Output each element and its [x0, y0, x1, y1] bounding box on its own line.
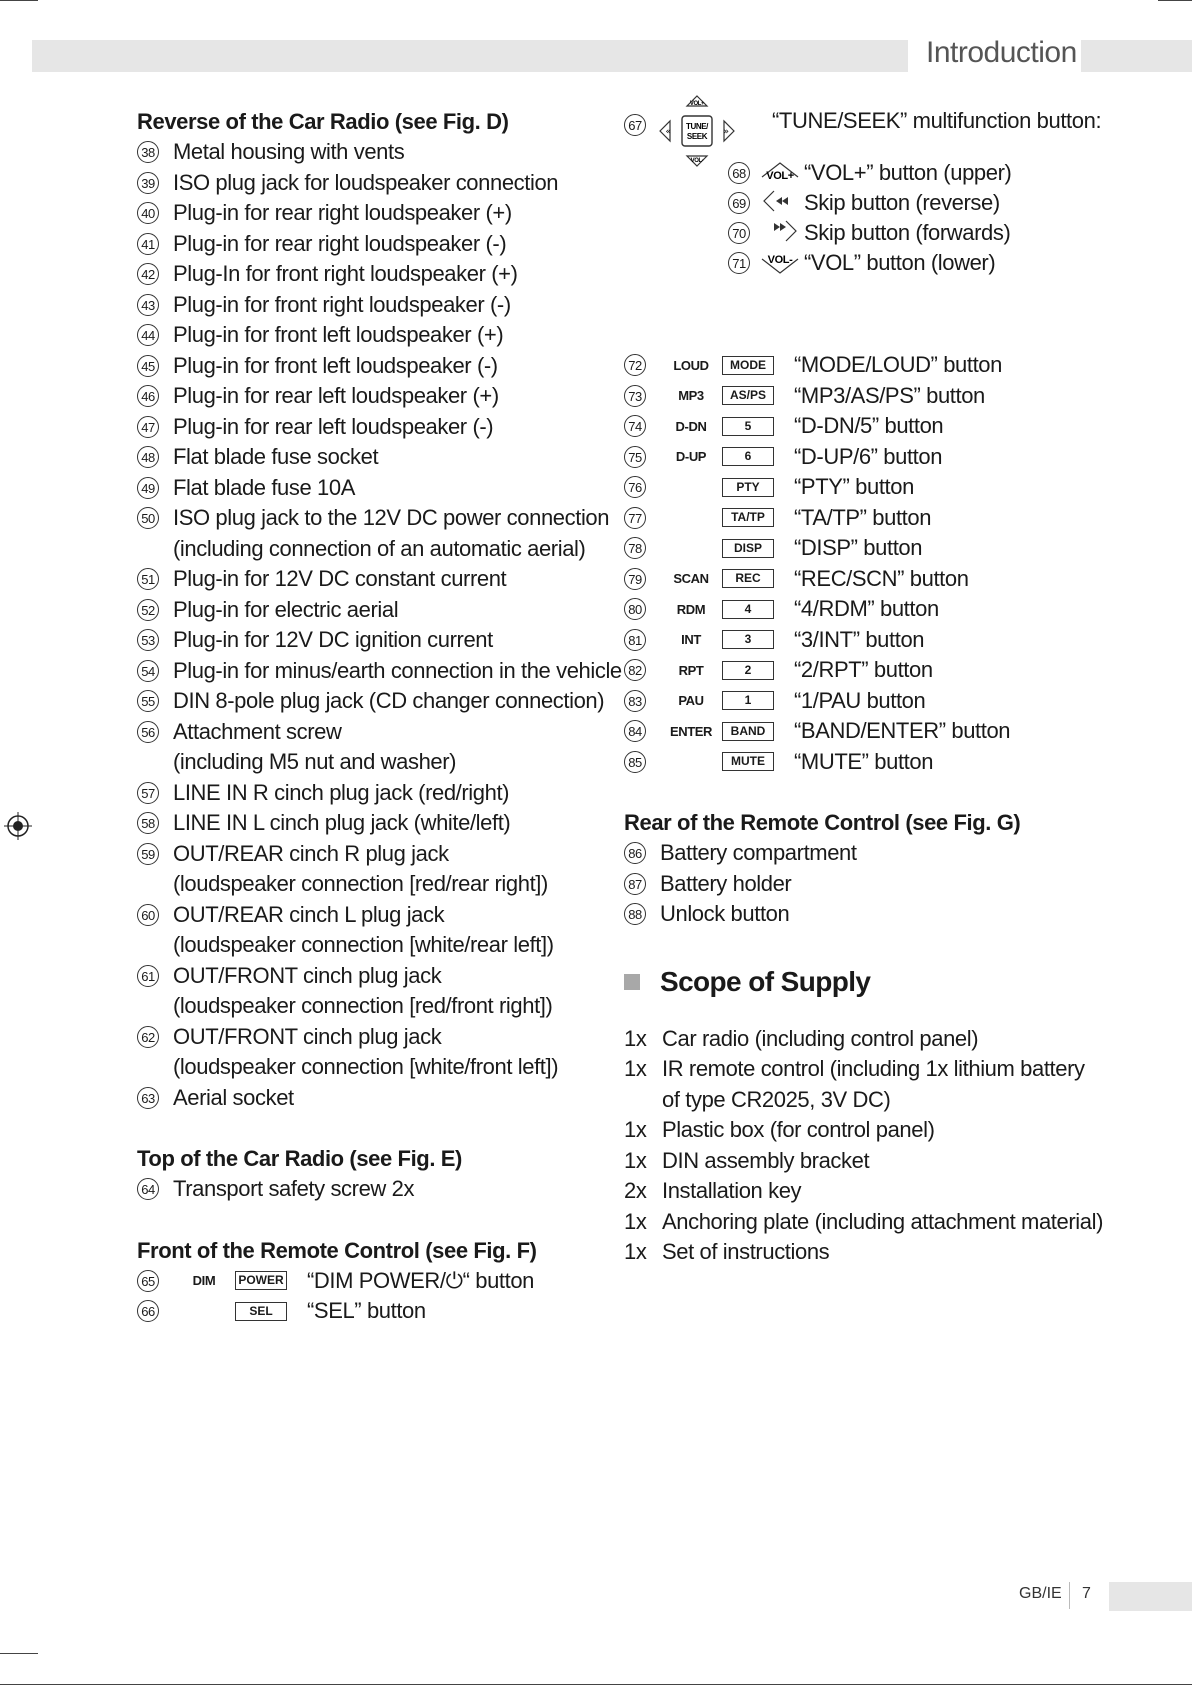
- button-secondary-label: MP3: [678, 388, 704, 404]
- button-key-icon: AS/PS: [722, 386, 774, 405]
- item-number: 66: [137, 1300, 159, 1322]
- item-number: 41: [137, 233, 159, 255]
- button-description: “3/INT” button: [794, 626, 925, 652]
- button-secondary-label: RDM: [676, 601, 706, 617]
- vol-up-icon: [760, 159, 800, 187]
- item-text-block: [173, 198, 512, 229]
- tune-seek-block: [624, 101, 1124, 296]
- item-number: 65: [137, 1270, 159, 1292]
- item-text-block: [173, 961, 552, 1022]
- remote-button-row: [624, 625, 1124, 656]
- item-text: LINE IN R cinch plug jack (red/right): [173, 779, 510, 805]
- list-item: [137, 686, 607, 717]
- item-text-block: [173, 503, 609, 564]
- supply-item: [624, 1237, 1124, 1268]
- remote-button-row: [624, 686, 1124, 717]
- item-text: OUT/FRONT cinch plug jack: [173, 962, 442, 988]
- scope-heading: [624, 962, 1124, 1002]
- remote-button-row: [137, 1266, 607, 1297]
- remote-button-row: [624, 472, 1124, 503]
- button-description: “2/RPT” button: [794, 657, 933, 683]
- item-text-block: [660, 869, 791, 900]
- button-key-icon: 5: [722, 417, 774, 436]
- list-item: [137, 961, 607, 1022]
- button-key-icon: 6: [722, 447, 774, 466]
- remote-button-row: [624, 503, 1124, 534]
- item-number: 78: [624, 537, 646, 559]
- button-description: “SEL” button: [307, 1298, 426, 1324]
- remote-button-row: [624, 411, 1124, 442]
- item-text-block: [173, 1174, 414, 1205]
- button-description: “MUTE” button: [794, 748, 934, 774]
- list-item: [137, 412, 607, 443]
- item-text: OUT/REAR cinch R plug jack: [173, 840, 449, 866]
- list-item: [137, 290, 607, 321]
- skip-forward-icon: [760, 219, 800, 247]
- svg-text:»: »: [723, 127, 729, 137]
- vol-down-label: VOL-: [690, 158, 704, 164]
- item-text: Battery holder: [660, 870, 792, 896]
- footer-box: [1109, 1582, 1192, 1611]
- right-column: [624, 101, 1124, 1268]
- item-number: 74: [624, 415, 646, 437]
- item-number: 86: [624, 842, 646, 864]
- item-number: 45: [137, 355, 159, 377]
- item-text: Metal housing with vents: [173, 139, 405, 164]
- item-number: 69: [728, 192, 750, 214]
- item-text-continued: (loudspeaker connection [white/rear left]): [173, 932, 554, 957]
- left-column: [137, 106, 622, 1327]
- item-number: 51: [137, 568, 159, 590]
- item-text-block: [173, 320, 503, 351]
- remote-button-row: [624, 442, 1124, 473]
- item-text: Plug-in for front left loudspeaker (+): [173, 322, 504, 347]
- supply-text-block: [662, 1237, 829, 1268]
- item-text-continued: (loudspeaker connection [red/rear right]): [173, 871, 548, 896]
- button-description: “1/PAU button: [794, 687, 926, 713]
- item-number: 80: [624, 598, 646, 620]
- list-item: [137, 778, 607, 809]
- button-key-icon: REC: [722, 569, 774, 588]
- item-text-block: [173, 168, 558, 199]
- svg-text:TUNE/: TUNE/: [685, 122, 709, 131]
- item-number: 71: [728, 252, 750, 274]
- item-text: OUT/FRONT cinch plug jack: [173, 1023, 442, 1049]
- item-text: Plug-in for front left loudspeaker (-): [173, 352, 498, 378]
- svg-text:VOL+: VOL+: [766, 170, 794, 182]
- tune-sub-text: Skip button (forwards): [804, 220, 1011, 245]
- supply-text-block: [662, 1176, 801, 1207]
- remote-button-row: [624, 716, 1124, 747]
- item-number: 88: [624, 903, 646, 925]
- footer-separator: [1069, 1582, 1070, 1609]
- front-remote-list: [137, 1266, 607, 1327]
- item-number: 46: [137, 385, 159, 407]
- supply-item: [624, 1207, 1124, 1238]
- item-number: 87: [624, 873, 646, 895]
- supply-text: Plastic box (for control panel): [662, 1117, 935, 1142]
- button-secondary-label: D-UP: [675, 449, 707, 465]
- supply-quantity: 1x: [624, 1025, 647, 1051]
- item-number: 57: [137, 782, 159, 804]
- svg-text:VOL-: VOL-: [767, 254, 793, 266]
- item-number: 75: [624, 446, 646, 468]
- list-item: [137, 900, 607, 961]
- supply-item: [624, 1176, 1124, 1207]
- item-number: 38: [137, 141, 159, 163]
- item-number: 56: [137, 721, 159, 743]
- vol-down-icon: [760, 249, 800, 277]
- item-number: 58: [137, 812, 159, 834]
- item-number: 79: [624, 568, 646, 590]
- skip-reverse-icon: [760, 189, 800, 217]
- button-key-icon: BAND: [722, 722, 774, 741]
- supply-text-continued: of type CR2025, 3V DC): [662, 1086, 891, 1112]
- list-item: [137, 839, 607, 900]
- item-number: 60: [137, 904, 159, 926]
- item-text: ISO plug jack to the 12V DC power connection: [173, 505, 610, 530]
- button-secondary-label: RPT: [678, 662, 704, 678]
- button-key-icon: 1: [722, 691, 774, 710]
- list-item: [137, 229, 607, 260]
- item-text: Battery compartment: [660, 840, 857, 865]
- item-number: 49: [137, 477, 159, 499]
- supply-quantity: 1x: [624, 1208, 647, 1234]
- item-number: 59: [137, 843, 159, 865]
- item-text-block: [173, 229, 506, 260]
- item-number: 85: [624, 751, 646, 773]
- list-item: [137, 351, 607, 382]
- item-text: LINE IN L cinch plug jack (white/left): [173, 810, 511, 835]
- item-text-continued: (loudspeaker connection [white/front left]): [173, 1054, 559, 1079]
- item-text: Flat blade fuse socket: [173, 444, 379, 469]
- list-item: [137, 717, 607, 778]
- button-description: “REC/SCN” button: [794, 565, 969, 591]
- button-description: “DISP” button: [794, 535, 923, 561]
- list-item: [137, 473, 607, 504]
- item-text-block: [173, 625, 493, 656]
- item-text-block: [173, 442, 378, 473]
- item-number: 76: [624, 476, 646, 498]
- list-item: [624, 869, 1124, 900]
- item-text-block: [173, 137, 404, 168]
- list-item: [137, 1174, 607, 1205]
- item-number: 43: [137, 294, 159, 316]
- item-text-block: [173, 290, 511, 321]
- tune-sub-item: [728, 248, 995, 278]
- item-number: 63: [137, 1087, 159, 1109]
- button-key-icon: 4: [722, 600, 774, 619]
- item-text-block: [173, 564, 506, 595]
- crop-mark: [0, 1653, 38, 1654]
- supply-quantity: 1x: [624, 1147, 647, 1173]
- supply-text: Car radio (including control panel): [662, 1025, 979, 1051]
- tune-sub-item: [728, 188, 1000, 218]
- svg-text:SEEK: SEEK: [686, 132, 708, 141]
- button-secondary-label: INT: [681, 632, 701, 648]
- supply-text: Set of instructions: [662, 1239, 830, 1264]
- button-key-icon: SEL: [235, 1302, 287, 1321]
- list-item: [137, 381, 607, 412]
- item-number: 54: [137, 660, 159, 682]
- item-text-block: [173, 259, 518, 290]
- item-number: 55: [137, 690, 159, 712]
- list-item: [137, 1022, 607, 1083]
- tune-sub-text: “VOL” button (lower): [804, 250, 996, 275]
- item-text: Plug-in for rear left loudspeaker (+): [173, 383, 499, 408]
- remote-button-row: [624, 564, 1124, 595]
- supply-text: DIN assembly bracket: [662, 1147, 870, 1173]
- crop-mark: [0, 0, 38, 1]
- item-text-block: [660, 838, 857, 869]
- item-text: Plug-In for front right loudspeaker (+): [173, 261, 518, 286]
- list-item: [137, 656, 622, 687]
- button-key-icon: 3: [722, 630, 774, 649]
- supply-item: [624, 1054, 1124, 1115]
- supply-quantity: 1x: [624, 1056, 647, 1081]
- page-number: 7: [1082, 1585, 1091, 1602]
- button-secondary-label: SCAN: [673, 571, 709, 587]
- button-secondary-label: D-DN: [675, 418, 707, 434]
- supply-text-block: [662, 1207, 1103, 1238]
- item-text-block: [173, 778, 509, 809]
- square-bullet-icon: [624, 974, 640, 990]
- item-number: 82: [624, 659, 646, 681]
- item-text-block: [173, 839, 548, 900]
- section-heading-top: Top of the Car Radio (see Fig. E): [137, 1146, 462, 1171]
- item-number: 77: [624, 507, 646, 529]
- list-item: [137, 320, 607, 351]
- button-description: “D-DN/5” button: [794, 413, 944, 439]
- remote-button-row: [624, 381, 1124, 412]
- tune-seek-diagram-icon: [656, 94, 738, 176]
- list-item: [137, 564, 607, 595]
- item-number: 67: [624, 114, 646, 136]
- list-item: [137, 259, 607, 290]
- item-text-block: [173, 1022, 558, 1083]
- tune-sub-text: “VOL+” button (upper): [804, 160, 1012, 185]
- button-description: “4/RDM” button: [794, 596, 939, 622]
- scope-title: Scope of Supply: [660, 965, 871, 997]
- top-list: [137, 1174, 607, 1205]
- button-secondary-label: LOUD: [673, 357, 709, 373]
- tune-sub-item: [728, 218, 1010, 248]
- button-key-icon: 2: [722, 661, 774, 680]
- button-description: “D-UP/6” button: [794, 443, 943, 469]
- crop-mark: [1158, 0, 1192, 1]
- reverse-list: [137, 137, 622, 1113]
- supply-item: [624, 1146, 1124, 1177]
- button-description: “PTY” button: [794, 474, 914, 500]
- list-item: [137, 595, 607, 626]
- button-description: “TA/TP” button: [794, 504, 932, 530]
- remote-button-list: [624, 350, 1124, 777]
- item-text: Plug-in for rear right loudspeaker (+): [173, 200, 512, 225]
- supply-text-block: [662, 1115, 935, 1146]
- item-text: Plug-in for 12V DC constant current: [173, 566, 507, 591]
- item-text-block: [173, 808, 510, 839]
- item-number: 48: [137, 446, 159, 468]
- item-number: 81: [624, 629, 646, 651]
- item-number: 44: [137, 324, 159, 346]
- supply-text: Installation key: [662, 1178, 802, 1203]
- page-title: Introduction: [926, 36, 1077, 69]
- item-number: 61: [137, 965, 159, 987]
- item-number: 53: [137, 629, 159, 651]
- item-text-block: [173, 686, 604, 717]
- item-text: Plug-in for front right loudspeaker (-): [173, 291, 511, 317]
- item-number: 47: [137, 416, 159, 438]
- tune-seek-description: “TUNE/SEEK” multifunction button:: [772, 108, 1102, 133]
- button-key-icon: DISP: [722, 539, 774, 558]
- remote-button-row: [624, 747, 1124, 778]
- footer-region: GB/IE: [1019, 1585, 1062, 1602]
- item-number: 72: [624, 354, 646, 376]
- supply-item: [624, 1024, 1124, 1055]
- item-number: 62: [137, 1026, 159, 1048]
- button-key-icon: PTY: [722, 478, 774, 497]
- button-description: “MP3/AS/PS” button: [794, 382, 985, 408]
- list-item: [137, 808, 607, 839]
- item-number: 68: [728, 162, 750, 184]
- item-text-block: [173, 595, 398, 626]
- item-number: 64: [137, 1178, 159, 1200]
- list-item: [137, 137, 607, 168]
- item-text: Plug-in for 12V DC ignition current: [173, 627, 493, 652]
- supply-list: [624, 1024, 1124, 1268]
- list-item: [137, 168, 607, 199]
- item-text: Aerial socket: [173, 1084, 294, 1110]
- button-key-icon: MUTE: [722, 752, 774, 771]
- item-text: Plug-in for rear right loudspeaker (-): [173, 230, 507, 256]
- remote-button-row: [624, 594, 1124, 625]
- button-key-icon: POWER: [235, 1271, 287, 1290]
- item-number: 50: [137, 507, 159, 529]
- item-number: 42: [137, 263, 159, 285]
- section-heading-reverse: Reverse of the Car Radio (see Fig. D): [137, 109, 509, 134]
- supply-quantity: 1x: [624, 1239, 647, 1264]
- list-item: [624, 899, 1124, 930]
- item-text: ISO plug jack for loudspeaker connection: [173, 169, 559, 195]
- rear-remote-list: [624, 838, 1124, 930]
- item-number: 39: [137, 172, 159, 194]
- list-item: [624, 838, 1124, 869]
- item-text-block: [173, 900, 554, 961]
- item-text-continued: (including connection of an automatic aerial): [173, 535, 586, 561]
- list-item: [137, 442, 607, 473]
- item-text-continued: (loudspeaker connection [red/front right]): [173, 993, 553, 1018]
- supply-text-block: [662, 1146, 869, 1177]
- button-secondary-label: ENTER: [669, 723, 713, 739]
- section-heading-rear-remote: Rear of the Remote Control (see Fig. G): [624, 810, 1021, 835]
- item-text: Transport safety screw 2x: [173, 1176, 415, 1201]
- registration-mark-icon: [4, 812, 32, 840]
- supply-text-block: [662, 1054, 1085, 1115]
- item-text-block: [173, 473, 355, 504]
- item-text: Plug-in for minus/earth connection in the vehicle: [173, 657, 622, 683]
- item-text-block: [173, 351, 498, 382]
- button-key-icon: TA/TP: [722, 508, 774, 527]
- item-number: 83: [624, 690, 646, 712]
- remote-button-row: [624, 655, 1124, 686]
- item-text: DIN 8-pole plug jack (CD changer connection): [173, 688, 605, 713]
- item-text-block: [173, 412, 493, 443]
- svg-text:«: «: [665, 127, 671, 137]
- remote-button-row: [624, 350, 1124, 381]
- supply-item: [624, 1115, 1124, 1146]
- vol-up-label: VOL+: [689, 101, 705, 107]
- item-number: 84: [624, 720, 646, 742]
- item-text: Plug-in for rear left loudspeaker (-): [173, 413, 494, 439]
- item-text-block: [660, 899, 789, 930]
- button-secondary-label: DIM: [192, 1273, 216, 1289]
- supply-text: Anchoring plate (including attachment material): [662, 1208, 1103, 1234]
- item-number: 52: [137, 599, 159, 621]
- item-number: 73: [624, 385, 646, 407]
- remote-button-row: [624, 533, 1124, 564]
- list-item: [137, 503, 610, 564]
- item-text-block: [173, 381, 499, 412]
- item-text-block: [173, 1083, 294, 1114]
- button-description: “MODE/LOUD” button: [794, 352, 1002, 378]
- button-description: “DIM POWER/⏻“ button: [307, 1267, 534, 1293]
- supply-text: IR remote control (including 1x lithium battery: [662, 1056, 1085, 1081]
- item-text: Plug-in for electric aerial: [173, 596, 399, 622]
- supply-quantity: 1x: [624, 1117, 647, 1142]
- button-key-icon: MODE: [722, 356, 774, 375]
- list-item: [137, 198, 607, 229]
- item-text: Attachment screw: [173, 718, 342, 744]
- button-description: “BAND/ENTER” button: [794, 718, 1011, 744]
- item-number: 40: [137, 202, 159, 224]
- item-text-block: [173, 717, 456, 778]
- supply-text-block: [662, 1024, 978, 1055]
- button-secondary-label: PAU: [678, 693, 704, 709]
- section-heading-front-remote: Front of the Remote Control (see Fig. F): [137, 1237, 537, 1263]
- item-text: OUT/REAR cinch L plug jack: [173, 901, 445, 927]
- tune-sub-text: Skip button (reverse): [804, 190, 1000, 215]
- list-item: [137, 1083, 607, 1114]
- item-text-continued: (including M5 nut and washer): [173, 749, 457, 774]
- item-text: Unlock button: [660, 901, 790, 926]
- item-text-block: [173, 656, 622, 687]
- supply-quantity: 2x: [624, 1178, 647, 1203]
- item-number: 70: [728, 222, 750, 244]
- list-item: [137, 625, 607, 656]
- item-text: Flat blade fuse 10A: [173, 474, 355, 500]
- remote-button-row: [137, 1296, 607, 1327]
- tune-sub-item: [728, 158, 1011, 188]
